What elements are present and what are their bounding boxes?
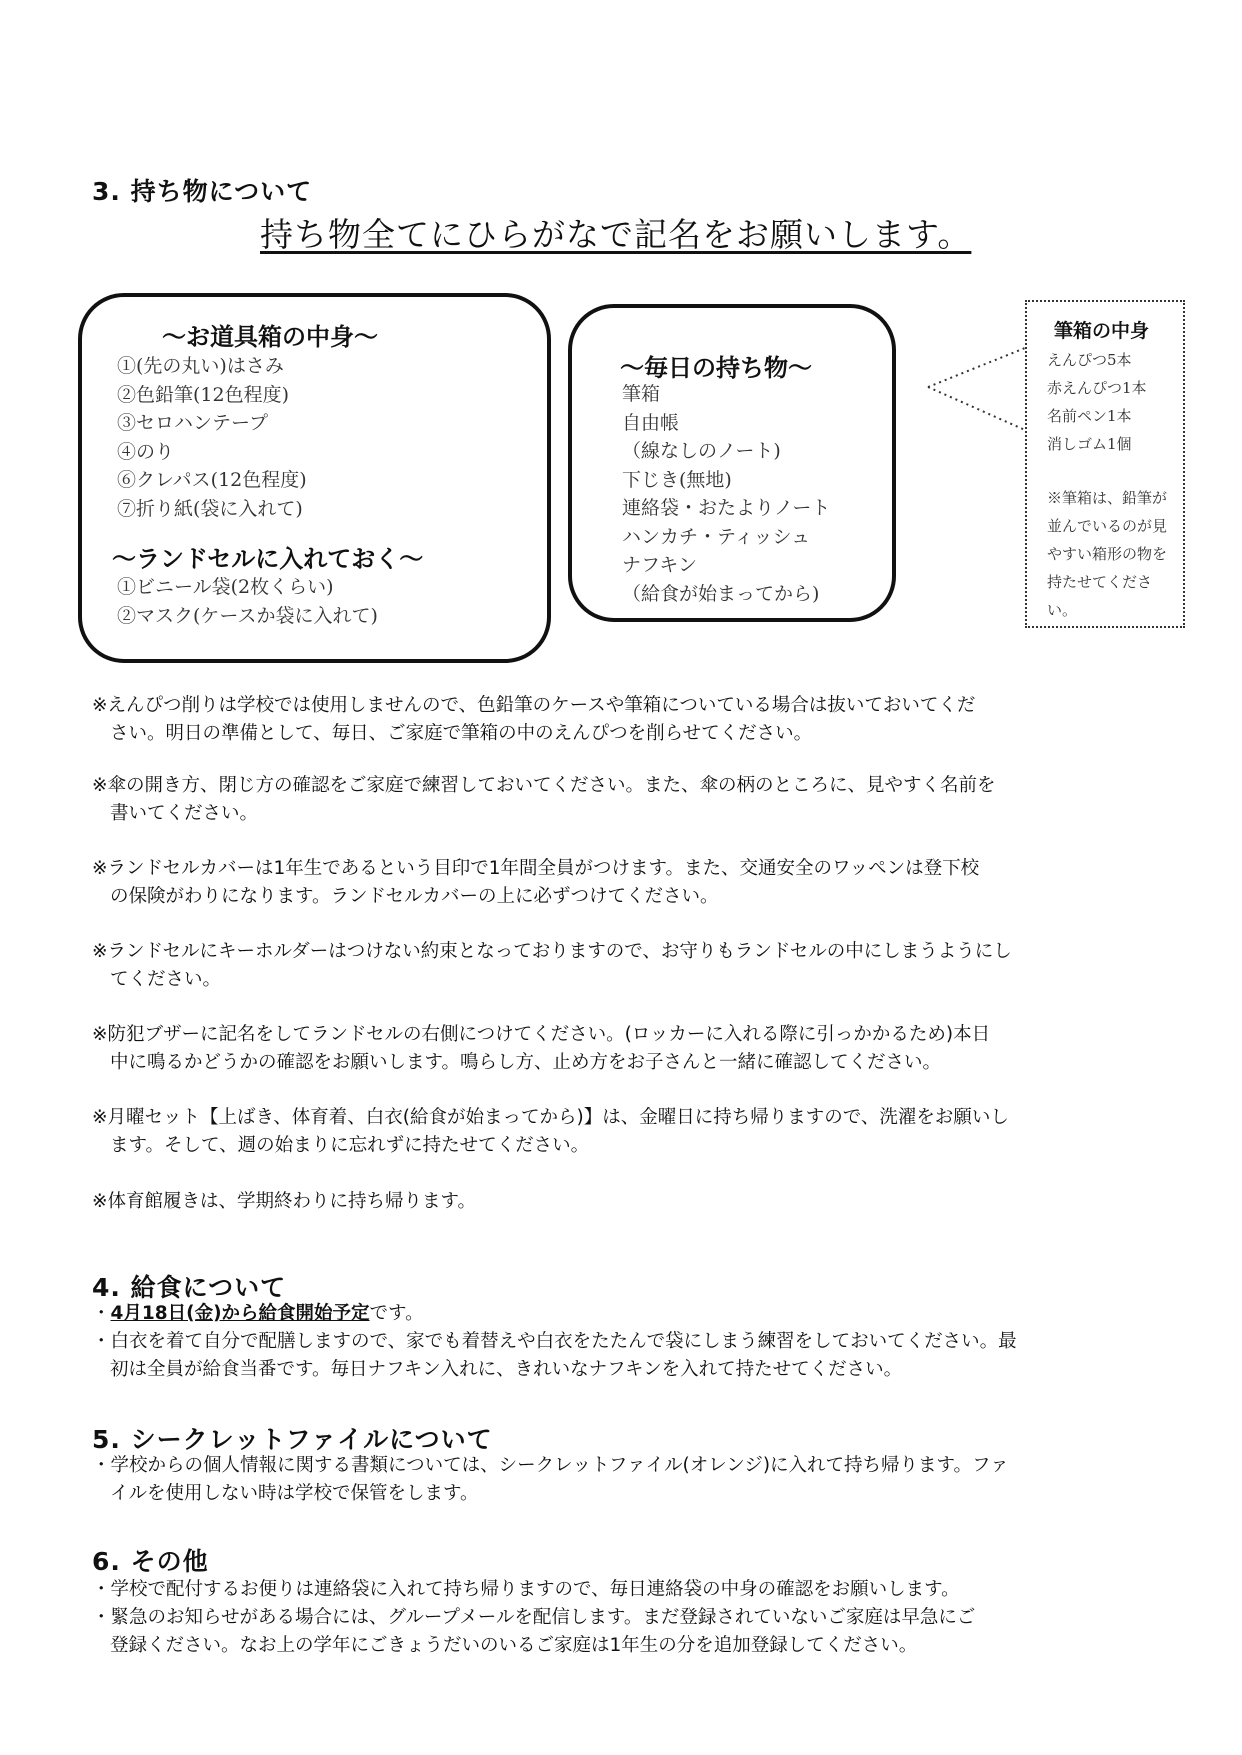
callout-line-lower	[928, 387, 1025, 430]
list-item: 筆箱	[622, 383, 661, 405]
list-item: （線なしのノート)	[622, 440, 781, 462]
section6-body: ・学校で配付するお便りは連絡袋に入れて持ち帰りますので、毎日連絡袋の中身の確認をお願いします。 ・緊急のお知らせがある場合には、グループメールを配信します。まだ登録されていないご家庭は早急にご 登録ください。なお上の学年にごきょうだいのいるご家庭は1年生の分を追加登録してください。	[92, 1579, 976, 1656]
list-item: えんぴつ5本	[1047, 351, 1132, 369]
pencil-case-note	[1047, 484, 1177, 624]
section4-body: ・4月18日(金)から給食開始予定です。 ・白衣を着て自分で配膳しますので、家でも着替えや白衣をたたんで袋にしまう練習をしておいてください。最 初は全員が給食当番です。毎日ナフキン入れに、きれいなナフキンを入れて持たせてください。	[92, 1300, 1167, 1384]
note-gym-shoes: ※体育館履きは、学期終わりに持ち帰ります。	[92, 1191, 477, 1212]
note-line: ※筆箱は、鉛筆が	[1047, 489, 1168, 507]
note-sharpener: ※えんぴつ削りは学校では使用しませんので、色鉛筆のケースや筆箱についている場合は抜いておいてくだ さい。明日の準備として、毎日、ご家庭で筆箱の中のえんぴつを削らせてください。	[92, 695, 976, 744]
list-item: ②マスク(ケースか袋に入れて)	[117, 604, 378, 627]
note-line: やすい箱形の物を	[1047, 545, 1168, 563]
section5-heading: 5. シークレットファイルについて	[92, 1425, 493, 1454]
section6-heading: 6. その他	[92, 1547, 209, 1576]
list-item: ②色鉛筆(12色程度)	[117, 383, 290, 406]
list-item: （給食が始まってから)	[622, 582, 820, 605]
list-item: ⑥クレパス(12色程度)	[117, 469, 307, 491]
list-item: ①(先の丸い)はさみ	[117, 355, 284, 377]
section4-line1: ・4月18日(金)から給食開始予定です。	[92, 1303, 424, 1324]
pencil-case-title: 筆箱の中身	[1054, 320, 1150, 342]
list-item: 自由帳	[622, 411, 680, 434]
section3-banner: 持ち物全てにひらがなで記名をお願いします。	[260, 215, 972, 254]
note-keyholder: ※ランドセルにキーホルダーはつけない約束となっておりますので、お守りもランドセルの中にしまうようにし てください。	[92, 941, 1012, 990]
daily-list	[622, 380, 830, 608]
list-item: 消しゴム1個	[1047, 435, 1132, 453]
list-item: ④のり	[117, 440, 175, 463]
note-line: 持たせてください。	[1047, 573, 1153, 619]
list-item: ⑦折り紙(袋に入れて)	[117, 497, 303, 520]
list-item: ナフキン	[622, 554, 698, 576]
note-umbrella: ※傘の開き方、閉じ方の確認をご家庭で練習しておいてください。また、傘の柄のところに、見やすく名前を 書いてください。	[92, 775, 996, 824]
note-line: 並んでいるのが見	[1047, 517, 1168, 535]
tools-box-title: ～お道具箱の中身～	[162, 322, 378, 351]
section5-body: ・学校からの個人情報に関する書類については、シークレットファイル(オレンジ)に入れて持ち帰ります。ファ イルを使用しない時は学校で保管をします。	[92, 1455, 1009, 1504]
pencil-case-box	[1025, 300, 1185, 628]
note-randoseru-cover: ※ランドセルカバーは1年生であるという目印で1年間全員がつけます。また、交通安全のワッペンは登下校 の保険がわりになります。ランドセルカバーの上に必ずつけてください。	[92, 858, 980, 907]
daily-box	[568, 304, 896, 622]
daily-box-title: ～毎日の持ち物～	[620, 353, 812, 382]
list-item: ③セロハンテープ	[117, 412, 269, 434]
tools-list	[117, 352, 307, 523]
list-item: ①ビニール袋(2枚くらい)	[117, 576, 334, 598]
list-item: 赤えんぴつ1本	[1047, 379, 1147, 397]
note-buzzer: ※防犯ブザーに記名をしてランドセルの右側につけてください。(ロッカーに入れる際に引っかかるため)本日 中に鳴るかどうかの確認をお願いします。鳴らし方、止め方をお子さんと一緒に確認してください。	[92, 1024, 991, 1073]
lunch-start-date: 4月18日(金)から給食開始予定	[110, 1303, 370, 1324]
list-item: 下じき(無地)	[622, 468, 732, 491]
callout-pointer	[920, 340, 1030, 440]
callout-line-upper	[928, 348, 1025, 387]
randoseru-list	[117, 573, 378, 630]
section3-heading: 3. 持ち物について	[92, 177, 313, 206]
note-monday-set: ※月曜セット【上ばき、体育着、白衣(給食が始まってから)】は、金曜日に持ち帰りますので、洗濯をお願いし ます。そして、週の始まりに忘れずに持たせてください。	[92, 1107, 1009, 1156]
pencil-case-list	[1047, 346, 1147, 458]
section4-heading: 4. 給食について	[92, 1273, 287, 1302]
tools-box	[78, 293, 551, 663]
list-item: ハンカチ・ティッシュ	[622, 525, 811, 548]
randoseru-box-title: ～ランドセルに入れておく～	[112, 544, 424, 573]
list-item: 名前ペン1本	[1047, 407, 1132, 425]
list-item: 連絡袋・おたよりノート	[622, 497, 831, 519]
